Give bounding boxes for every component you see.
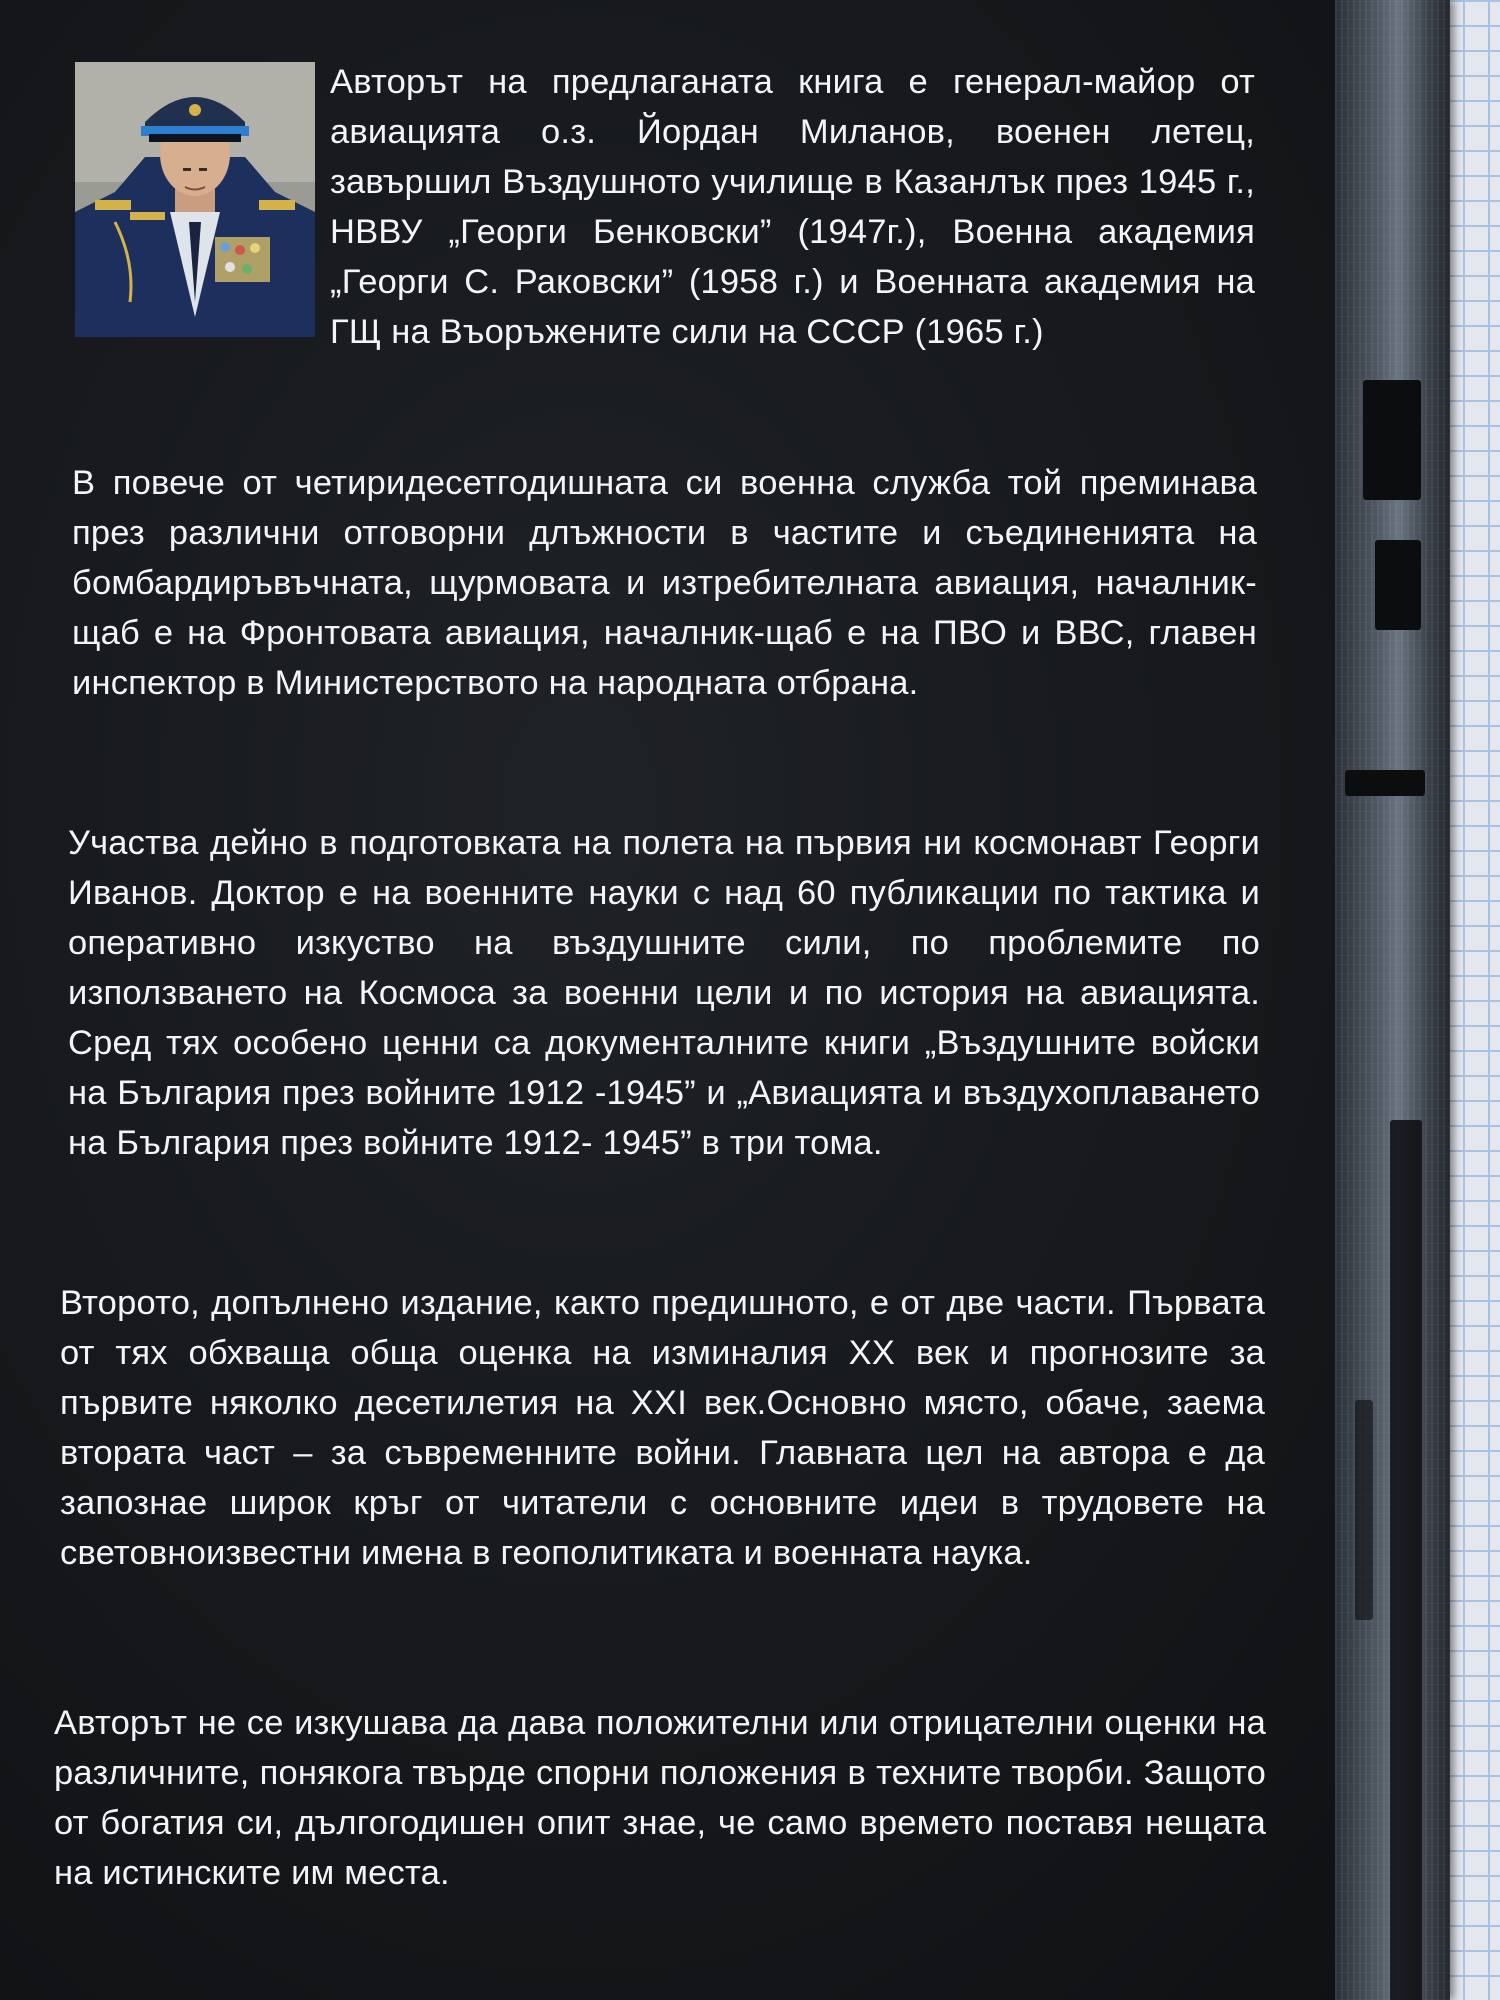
publications-paragraph: Участва дейно в подготовката на полета на първия ни космонавт Георги Иванов. Доктор е на военните науки с над 60 публикации по тактика и оперативно изкуство на въздушните сили, по проблемите по използването на Космоса за военни цели и по история на авиацията. Сред тях особено ценни са документалните книги „Въздушните войски на България през войните 1912 -1945” и „Авиацията и въздухоплаването на България през войните 1912- 1945” в три тома. [68, 824, 1260, 1162]
author-portrait [75, 62, 315, 337]
closing-paragraph: Авторът не се изкушава да дава положителни или отрицателни оценки на различните, понякога твърде спорни положения в техните творби. Защото от богатия си, дългогодишен опит знае, че само времето поставя нещата на истинските им места. [54, 1704, 1266, 1892]
edition-description-paragraph: Второто, допълнено издание, както предишното, е от две части. Първата от тях обхваща обща оценка на изминалия XX век и прогнозите за първите няколко десетилетия на XXI век.Основно място, обаче, заема втората част – за съвременните войни. Главната цел на автора е да запознае широк кръг от читатели с основните идеи в трудовете на световноизвестни имена в геополитиката и военната наука. [60, 1284, 1265, 1572]
textured-side-strip [1335, 0, 1450, 2000]
career-paragraph: В повече от четиридесетгодишната си военна служба той преминава през различни отговорни длъжности в частите и съединенията на бомбардиръвъчната, щурмовата и изтребителната авиация, началник-щаб е на Фронтовата авиация, началник-щаб е на ПВО и ВВС, главен инспектор в Министерството на народната отбрана. [72, 464, 1257, 702]
author-intro-paragraph: Авторът на предлаганата книга е генерал-майор от авиацията о.з. Йордан Миланов, военен летец, завършил Въздушното училище в Казанлък през 1945 г., НВВУ „Георги Бенковски” (1947г.), Военна академия „Георги С. Раковски” (1958 г.) и Военната академия на ГЩ на Въоръжените сили на СССР (1965 г.) [330, 63, 1255, 351]
